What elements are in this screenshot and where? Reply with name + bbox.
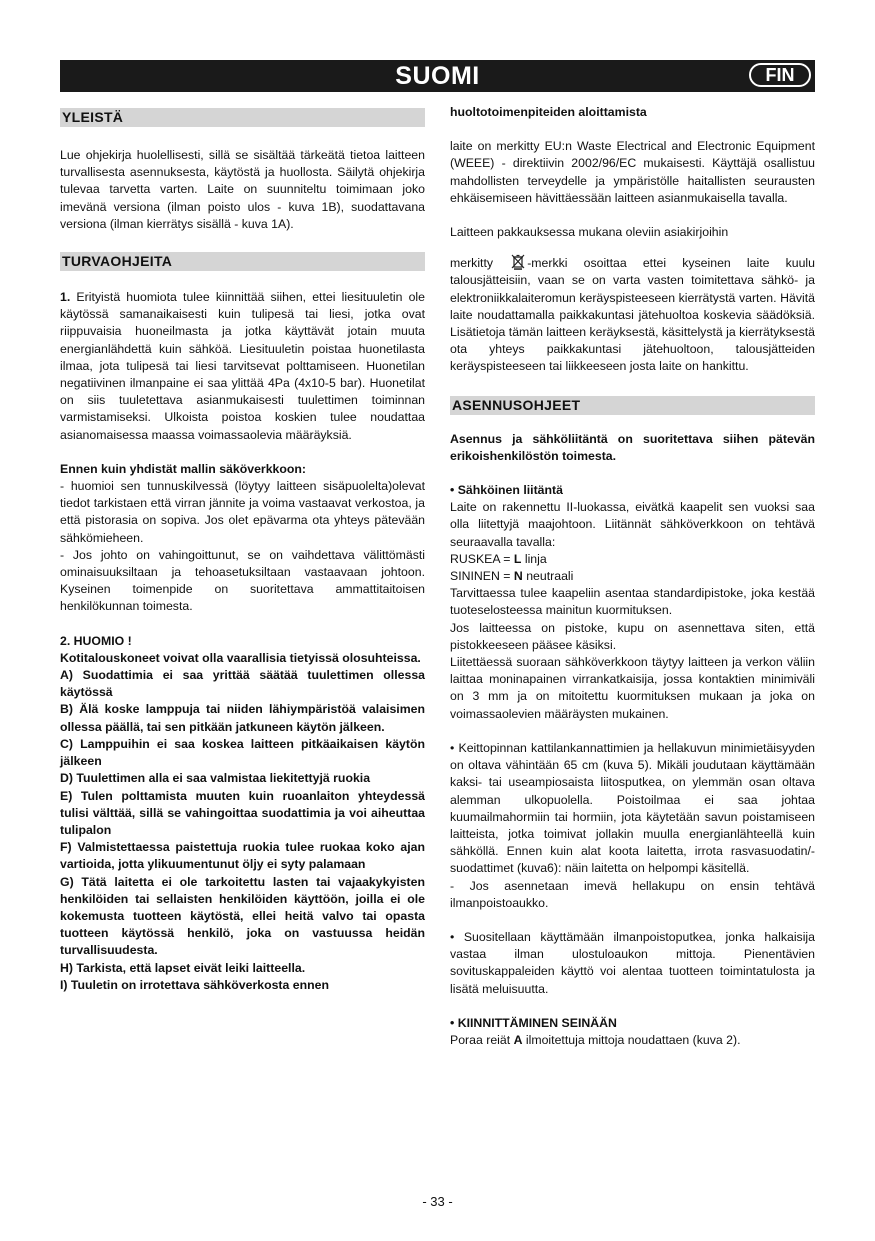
turva-number: 1. [60, 290, 71, 305]
electrical-heading: • Sähköinen liitäntä [450, 483, 563, 498]
continued-heading: huoltotoimenpiteiden aloittamista [450, 105, 647, 119]
electrical-text-4: Liitettäessä suoraan sähköverkkoon täytyy laitteen ja verkon väliin laittaa moninapainen virrankatkaisija, jossa kontaktien minimiväli on 3 mm ja on mitoitettu kuormituksen mukaan ja joka on voimassaolevien määräysten mukainen. [450, 655, 815, 721]
weee-marked-word: merkitty [450, 256, 494, 271]
wall-mount-text-c: ilmoitettuja mittoja noudattaen (kuva 2). [522, 1032, 741, 1047]
suositellaan-paragraph: • Suositellaan käyttämään ilmanpoistoputkea, jonka halkaisija vastaa ilman ulostuloaukon mittoja. Pienentävien sovituskappaleiden käyttö voi alentaa tuotteen toimintatulosta ja lisätä meluisuutta. [450, 929, 815, 996]
page-title: SUOMI [395, 62, 480, 90]
warning-item-d: D) Tuulettimen alla ei saa valmistaa liekitettyjä ruokia [60, 771, 371, 786]
page-number: - 33 - [422, 1194, 453, 1209]
crossed-out-wheelie-bin-icon [511, 254, 525, 270]
wire-brown-label: RUSKEA = [450, 551, 514, 566]
warning-item-g: G) Tätä laitetta ei ole tarkoitettu lasten tai vajaakykyisten henkilöiden tai sellaisten henkilöiden käyttöön, joilla ei ole kokemusta tuotteen käytöstä, ellei heitä valvo tai opasta tuotteen käytössä henkilö, joka on vastuussa heidän turvallisuudesta. [60, 874, 425, 958]
language-banner [60, 60, 815, 92]
connect-item-2: - Jos johto on vahingoittunut, se on vaihdettava välittömästi ominaisuuksiltaan ja tehoasetuksiltaan vastaavaan johtoon. Kyseinen toimenpide on suoritettava ammattitaitoisen henkilökunnan toimesta. [60, 547, 425, 614]
wire-blue-desc: neutraali [522, 569, 574, 584]
weee-paragraph-3 [450, 254, 815, 375]
yleista-text: Lue ohjekirja huolellisesti, sillä se sisältää tärkeätä tietoa laitteen turvallisesta asennuksesta, käytöstä ja huollosta. Säilytä ohjekirja tulevaa tarvetta varten. Laite on suunniteltu toimimaan joko imevänä versiona (ilman poisto ulos - kuva 1B), suodattavana versiona (ilman kierrätys sisällä - kuva 1A). [60, 148, 425, 231]
warning-item-h: H) Tarkista, että lapset eivät leiki laitteella. [60, 960, 306, 975]
asennus-lead: Asennus ja sähköliitäntä on suoritettava siihen pätevän erikoishenkilöstön toimesta. [450, 431, 815, 463]
right-column [450, 104, 815, 1049]
turva-paragraph-1 [60, 289, 425, 444]
weee-paragraph-2: Laitteen pakkauksessa mukana oleviin asiakirjoihin [450, 225, 729, 240]
wire-brown-code: L [513, 551, 522, 566]
huomio-lead: Kotitalouskoneet voivat olla vaarallisia tietyissä olosuhteissa. [60, 650, 421, 665]
wall-mount-hole-code: A [513, 1032, 523, 1047]
warning-item-i: I) Tuuletin on irrotettava sähköverkosta ennen [60, 977, 329, 992]
section-heading-asennusohjeet: ASENNUSOHJEET [450, 396, 815, 415]
wall-mount-text-a: Poraa reiät [450, 1032, 514, 1047]
left-column [60, 104, 425, 994]
wall-mount-heading: • KIINNITTÄMINEN SEINÄÄN [450, 1015, 617, 1030]
warning-item-a: A) Suodattimia ei saa yrittää säätää tuulettimen ollessa käytössä [60, 668, 425, 700]
language-badge: FIN [749, 63, 811, 87]
huomio-heading: 2. HUOMIO ! [60, 633, 132, 648]
wire-brown [450, 551, 815, 568]
turva-text: Erityistä huomiota tulee kiinnittää siihen, ettei liesituuletin ole käytössä samanaikaisesti kuin tulipesä tai liesi, jotka ovat riippuvaisia huoneilmasta ja jotka käyttävät jotain muuta energianlähdettä kuin sähköä. Liesituuletin poistaa huonetilasta ilmaa, jota tulipesä tai liesi tarvitsevat polttamiseen. Huonetilan negatiivinen ilmanpaine ei saa ylittää 4Pa (4x10-5 bar). Huonetilat on siis tuuletettava asianmukaisesti tuulettimen toiminnan varmistamiseksi. Ulkoista poistoa koskien tulee noudattaa asianomaisessa maassa voimassaolevia määräyksiä. [60, 290, 425, 442]
section-heading-yleista: YLEISTÄ [60, 108, 425, 127]
connect-heading: Ennen kuin yhdistät mallin säköverkkoon: [60, 461, 306, 476]
electrical-text-2: Tarvittaessa tulee kaapeliin asentaa standardipistoke, joka kestää tuoteselosteessa mainitun kuormituksen. [450, 586, 815, 618]
keitto-paragraph: • Keittopinnan kattilankannattimien ja hellakuvun minimietäisyyden on oltava vähintään 65 cm (kuva 5). Mikäli joudutaan käyttämään kaksi- tai useampiosaista liitosputkea, on ylemmän osan oltava alemman ulkopuolella. Poistoilmaa ei saa johtaa kuumailmahormiin tai hormiin, jota käytetään savun poistamiseen laitteista, jotka toimivat jollakin muulla energianlähteellä kuin sähköllä. Ennen kuin alat koota laitetta, irrota rasvasuodatin/-suodattimet (kuva6): näin laitetta on helpompi käsitellä. [450, 740, 815, 876]
wire-blue-label: SININEN = [450, 569, 514, 584]
wall-mount-text [450, 1032, 815, 1049]
connect-item-1: - huomioi sen tunnuskilvessä (löytyy laitteen sisäpuolelta)olevat tiedot tarkistaen että virran jännite ja voima vastaavat verkostoa, ja että pistorasia on sopiva. Jos olet epävarma ota yhteys pätevään sähkömieheen. [60, 479, 425, 545]
warning-item-c: C) Lamppuihin ei saa koskea laitteen pitkäaikaisen käytön jälkeen [60, 736, 425, 769]
keitto-paragraph-2: - Jos asennetaan imevä hellakupu on ensin tehtävä ilmanpoistoaukko. [450, 878, 815, 910]
wire-blue [450, 568, 815, 585]
section-heading-turvaohjeita: TURVAOHJEITA [60, 252, 425, 271]
wire-brown-desc: linja [521, 551, 547, 566]
warning-item-f: F) Valmistettaessa paistettuja ruokia tulee ruokaa koko ajan vartioida, jotta ylikuumentunut öljy ei syty palamaan [60, 840, 425, 872]
electrical-text-1: Laite on rakennettu II-luokassa, eivätkä kaapelit sen vuoksi saa olla liitettyjä maajohtoon. Liitännät sähköverkkoon on tehtävä seuraavalla tavalla: [450, 500, 815, 549]
warning-item-b: B) Älä koske lamppuja tai niiden lähiympäristöä valaisimen ollessa päällä, tai sen pitkään jatkuneen käytön jälkeen. [60, 702, 425, 734]
weee-paragraph-1: laite on merkitty EU:n Waste Electrical and Electronic Equipment (WEEE) - direktiivin 2002/96/EC mukaisesti. Käyttäjä osallistuu mahdollisten terveydelle ja ympäristölle haitallisten seurausten ehkäisemiseen hävittäessään laitteen asianmukaisella tavalla. [450, 139, 815, 205]
wire-blue-code: N [513, 569, 523, 584]
electrical-text-3: Jos laitteessa on pistoke, kupu on asennettava siten, että pistokkeeseen pääsee käsiksi. [450, 620, 815, 652]
warning-item-e: E) Tulen polttamista muuten kuin ruoanlaiton yhteydessä tulisi välttää, sillä se vahingoittaa suodattimia ja voi aiheuttaa tulipalon [60, 788, 425, 837]
weee-paragraph-3-text: -merkki osoittaa ettei kyseinen laite kuulu talousjätteisiin, vaan se on varta vasten toimitettava sähkö- ja elektroniikkalaiteromun keräyspisteeseen kierrätystä varten. Hävitä laite noudattamalla paikkakuntasi jätehuoltoa koskevia säädöksiä. Lisätietoja tämän laitteen keräyksestä, käsittelystä ja kierrätyksestä ota yhteys paikkakuntasi jätehuoltoon, talousjätteiden keräyspisteeseen tai liikkeeseen josta laite on hankittu. [450, 256, 815, 374]
